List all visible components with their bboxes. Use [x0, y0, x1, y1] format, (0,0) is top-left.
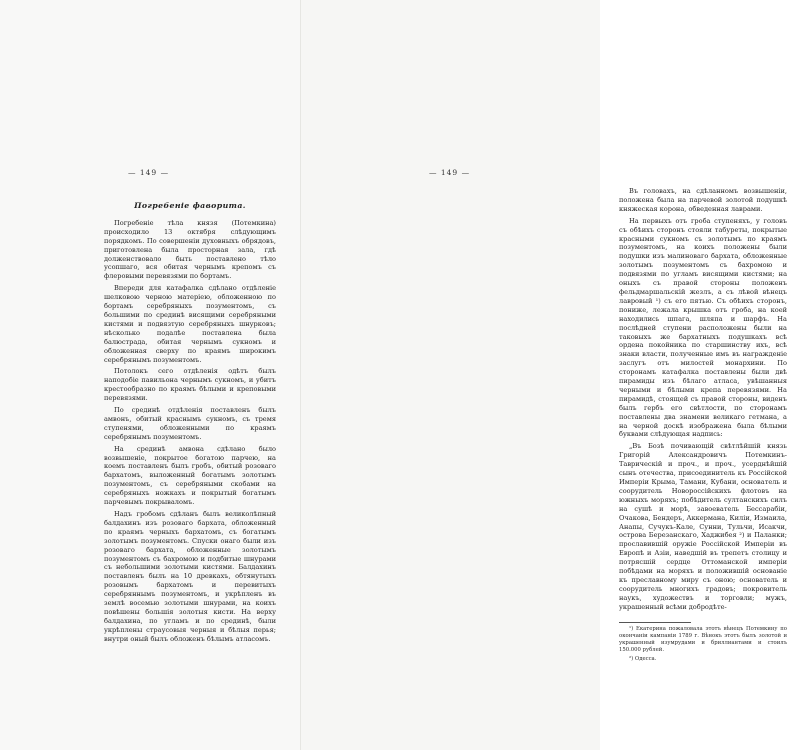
paragraph: На срединѣ амвона сдѣлано было возвышеніе, покрытое богатою парчею, на коемъ поставленъ былъ гробъ, обитый розоваго бархатомъ, выложенный богатымъ золотымъ позументомъ, съ серебряными скобами на серебряныхъ ножкахъ и покрытый богатымъ парчевымъ покрываломъ. [104, 444, 276, 507]
section-heading: Погребеніе фаворита. [134, 201, 246, 210]
paragraph: Надъ гробомъ сдѣланъ былъ великолѣпный балдахинъ изъ розоваго бархата, обложенный по краямъ черныхъ бархатомъ, съ богатымъ золотымъ позументомъ. Спуски онаго были изъ розоваго бархата, обложенные золотымъ позументомъ съ бахромою и подбитые шнурами съ небольшими золотыми кистями. Балдахинъ поставленъ былъ на 10 древкахъ, обтянутыхъ розовымъ бархатомъ и перевитыхъ серебряннымъ позументомъ, и укрѣпленъ въ землѣ восемью золотыми шнурами, на коихъ повѣшены большія золотыя кисти. На верху балдахина, по угламъ и по срединѣ, были укрѣплены страусовыя черныя и бѣлыя перья; внутри оный былъ обложенъ бѣлымъ атласомъ. [104, 510, 276, 643]
left-page-number: — 149 — [128, 168, 170, 177]
paragraph: На первыхъ отъ гроба ступеняхъ, у головъ съ обѣихъ сторонъ стояли табуреты, покрытые красными сукномъ съ золотымъ по краямъ позументомъ, на коихъ положены были подушки изъ малиноваго бархата, обложенные золотымъ позументомъ съ бахромою и подвязями по угламъ висящими кистями; на оныхъ съ правой стороны положенъ фельдмаршальскій жезлъ, а съ лѣвой вѣнецъ лавровый ¹) съ его пятью. Съ обѣихъ сторонъ, пониже, лежала крышка отъ гроба, на коей находились шпага, шляпа и шарфъ. На послѣдней ступени расположены были на таковыхъ же бархатныхъ подушкахъ всѣ ордена покойника по старшинству ихъ, всѣ знаки власти, полученные имъ въ награжденіе заслугъ отъ милостей монархини. По сторонамъ катафалка поставлены были двѣ пирамиды изъ бѣлаго атласа, увѣшанныя черными и бѣлыми крепа перевязями. На пирамидѣ, стоящей съ правой стороны, виденъ былъ гербъ его свѣтлости, по сторонамъ поставлены два знамени великаго гетмана, а на черной доскѣ изображена была бѣлыми буквами слѣдующая надпись: [619, 216, 787, 439]
right-page-number: — 149 — [429, 168, 471, 177]
footnote-divider [619, 622, 691, 623]
left-text-column [104, 202, 276, 644]
paragraph: Въ головахъ, на сдѣланномъ возвышеніи, положена была на парчевой золотой подушкѣ княжеская корона, обведенная лаврами. [619, 187, 787, 213]
footnote: ¹) Екатерина пожаловала этотъ вѣнецъ Потемкину по окончаніи кампаніи 1789 г. Вѣнокъ этотъ былъ золотой и украшенный изумрудами и бриллиантами и стоилъ 150.000 рублей. [619, 625, 787, 653]
paragraph: По срединѣ отдѣленія поставленъ былъ амвонъ, обитый краснымъ сукномъ, съ тремя ступенями, обложенными по краямъ серебрянымъ позументомъ. [104, 406, 276, 441]
footnotes [619, 626, 787, 663]
paragraph: „Въ Бозѣ почивающій свѣтлѣйшій князь Григорій Александровичъ Потемкинъ-Таврическій и проч., и проч., усерднѣйшій сынъ отечества, присоединитель къ Россійской Имперіи Крыма, Тамани, Кубани, основатель и соорудитель Новороссійскихъ флотовъ на южныхъ моряхъ; побѣдитель султанскихъ силъ на сушѣ и морѣ, завоеватель Бессарабіи, Очакова, Бендеръ, Аккермана, Киліи, Измаила, Анапы, Сучукъ-Кале, Сунни, Тульчи, Исакчи, острова Березанскаго, Хаджибея ²) и Паланки; прославившій оружіе Россійской Имперіи въ Европѣ и Азіи, наведшій въ трепетъ столицу и потрясшій сердце Оттоманской имперіи побѣдами на моряхъ и положившій основаніе къ преславному миру съ оною; основатель и соорудитель многихъ градовъ; покровитель наукъ, художествъ и торговли; мужъ, украшенный всѣми добродѣте- [619, 442, 787, 611]
paragraph: Впереди для катафалка сдѣлано отдѣленіе шелковою черною матеріею, обложенною по бортамъ серебряныхъ позументомъ, съ большими по срединѣ висящими серебряными кистями и подвязтую серебряныхъ шнурковъ; нѣсколько подалѣе поставлена была балюстрада, обитая чернымъ сукномъ и обложенная сверху по краямъ широкимъ серебрянымъ позументомъ. [104, 284, 276, 364]
left-page [0, 0, 300, 750]
paragraph: Потолокъ сего отдѣленія одѣтъ былъ наподобіе павильона чернымъ сукномъ, и убитъ крестообразно по краямъ бѣлыми и креповыми перевязями. [104, 367, 276, 403]
footnote: ²) Одесса. [629, 655, 657, 662]
right-page [300, 0, 787, 750]
right-text-column [619, 187, 787, 663]
paragraph: Погребеніе тѣла князя (Потемкина) происходило 13 октября слѣдующимъ порядкомъ. По совершеніи духовныхъ обрядовъ, приготовлена была просторная зала, гдѣ долженствовало быть поставлено тѣло усопшаго, вся обитая чернымъ крепомъ съ флеровыми перевязями по бортамъ. [104, 218, 276, 281]
